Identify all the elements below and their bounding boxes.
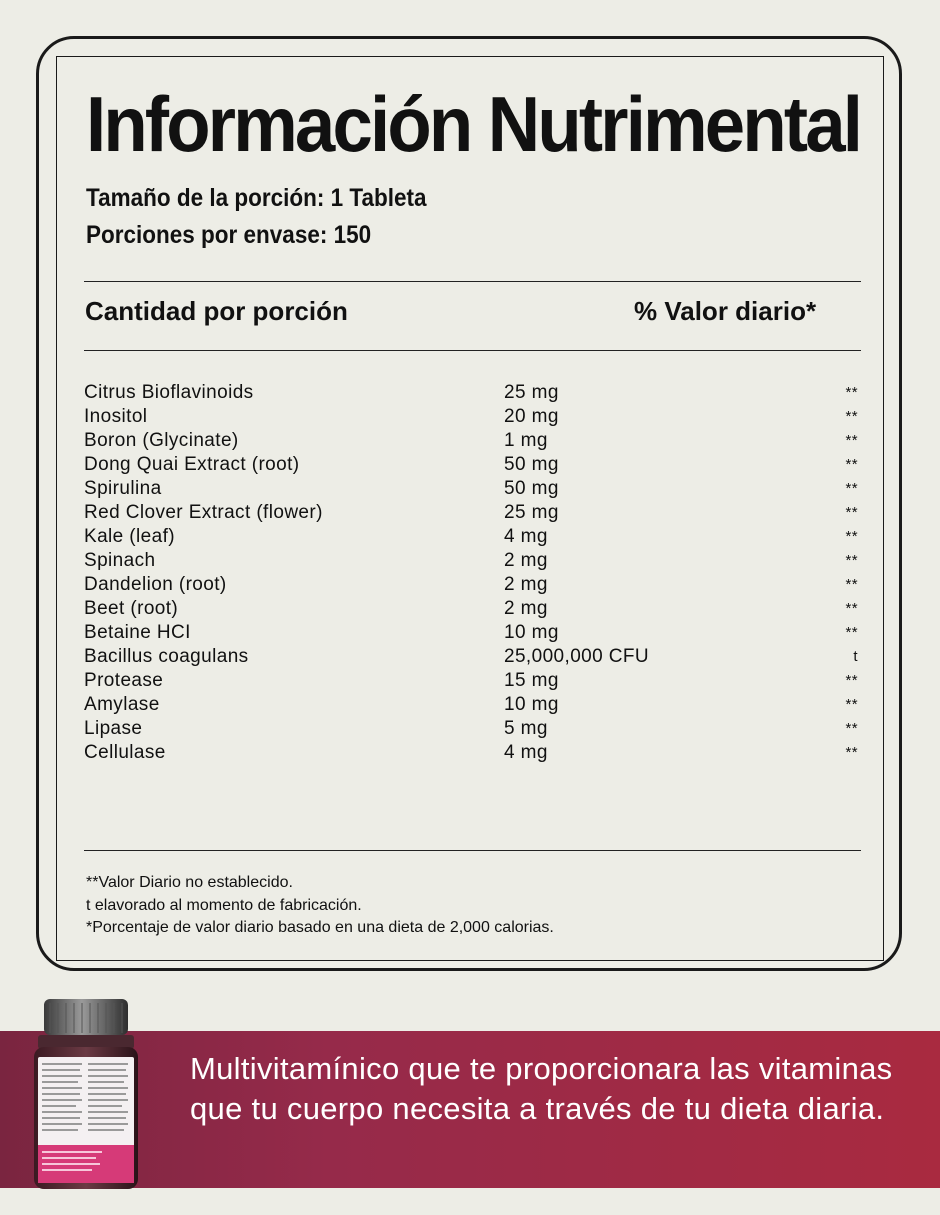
nutrient-daily-value: ** <box>845 624 858 641</box>
amount-header: Cantidad por porción <box>85 296 348 326</box>
label-title: Información Nutrimental <box>86 80 861 168</box>
nutrient-name: Citrus Bioflavinoids <box>84 382 254 403</box>
nutrient-name: Dandelion (root) <box>84 574 227 595</box>
nutrient-name: Protease <box>84 670 164 691</box>
nutrient-daily-value: ** <box>845 720 858 737</box>
nutrient-name: Spinach <box>84 550 156 571</box>
nutrient-amount: 10 mg <box>504 622 559 643</box>
divider-top <box>84 281 861 282</box>
nutrient-amount: 25 mg <box>504 382 559 403</box>
nutrient-daily-value: ** <box>845 528 858 545</box>
supplement-bottle-image <box>28 995 144 1195</box>
nutrient-row <box>84 669 862 693</box>
nutrient-daily-value: ** <box>845 600 858 617</box>
nutrient-name: Spirulina <box>84 478 162 499</box>
nutrient-amount: 2 mg <box>504 574 548 595</box>
nutrient-daily-value: ** <box>845 504 858 521</box>
nutrient-row <box>84 573 862 597</box>
nutrient-daily-value: ** <box>845 408 858 425</box>
nutrient-row <box>84 501 862 525</box>
nutrient-amount: 10 mg <box>504 694 559 715</box>
nutrient-amount: 50 mg <box>504 454 559 475</box>
nutrient-amount: 4 mg <box>504 742 548 763</box>
nutrient-name: Red Clover Extract (flower) <box>84 502 323 523</box>
nutrient-amount: 25,000,000 CFU <box>504 646 650 667</box>
nutrient-amount: 5 mg <box>504 718 548 739</box>
nutrient-name: Amylase <box>84 694 160 715</box>
promo-text: Multivitamínico que te proporcionara las vitaminas que tu cuerpo necesita a través de tu dieta diaria. <box>190 1051 893 1126</box>
nutrient-table <box>84 381 862 765</box>
nutrient-row <box>84 693 862 717</box>
nutrient-amount: 50 mg <box>504 478 559 499</box>
footnotes <box>86 872 554 940</box>
nutrient-daily-value: ** <box>845 576 858 593</box>
nutrient-name: Kale (leaf) <box>84 526 175 547</box>
nutrient-daily-value: t <box>853 648 858 665</box>
nutrient-daily-value: ** <box>845 552 858 569</box>
nutrient-row <box>84 453 862 477</box>
nutrient-name: Bacillus coagulans <box>84 646 249 667</box>
nutrient-amount: 4 mg <box>504 526 548 547</box>
nutrient-row <box>84 621 862 645</box>
nutrient-name: Boron (Glycinate) <box>84 430 239 451</box>
nutrient-amount: 25 mg <box>504 502 559 523</box>
nutrient-row <box>84 549 862 573</box>
nutrient-daily-value: ** <box>845 696 858 713</box>
nutrient-amount: 1 mg <box>504 430 548 451</box>
serving-size: Tamaño de la porción: 1 Tableta <box>86 184 427 212</box>
nutrient-row <box>84 381 862 405</box>
nutrient-row <box>84 405 862 429</box>
footnote: t elavorado al momento de fabricación. <box>86 896 362 914</box>
nutrient-row <box>84 741 862 765</box>
nutrient-name: Inositol <box>84 406 148 427</box>
servings-per-container: Porciones por envase: 150 <box>86 221 372 249</box>
nutrient-amount: 15 mg <box>504 670 559 691</box>
nutrient-name: Beet (root) <box>84 598 179 619</box>
nutrient-daily-value: ** <box>845 456 858 473</box>
nutrient-row <box>84 717 862 741</box>
footnote: *Porcentaje de valor diario basado en una dieta de 2,000 calorias. <box>86 919 554 936</box>
nutrient-daily-value: ** <box>845 480 858 497</box>
nutrient-daily-value: ** <box>845 384 858 401</box>
divider-header <box>84 350 861 351</box>
nutrient-name: Lipase <box>84 718 143 739</box>
nutrient-row <box>84 429 862 453</box>
daily-value-header: % Valor diario* <box>634 296 817 326</box>
footnote: **Valor Diario no establecido. <box>86 874 293 891</box>
nutrient-amount: 2 mg <box>504 598 548 619</box>
nutrient-name: Dong Quai Extract (root) <box>84 454 300 475</box>
nutrient-daily-value: ** <box>845 744 858 761</box>
nutrient-amount: 20 mg <box>504 406 559 427</box>
nutrient-name: Cellulase <box>84 742 166 763</box>
nutrient-row <box>84 597 862 621</box>
nutrient-row <box>84 525 862 549</box>
nutrient-daily-value: ** <box>845 672 858 689</box>
nutrient-name: Betaine HCI <box>84 622 191 643</box>
nutrient-amount: 2 mg <box>504 550 548 571</box>
nutrient-daily-value: ** <box>845 432 858 449</box>
nutrient-row <box>84 645 862 669</box>
nutrient-row <box>84 477 862 501</box>
divider-bottom <box>84 850 861 851</box>
